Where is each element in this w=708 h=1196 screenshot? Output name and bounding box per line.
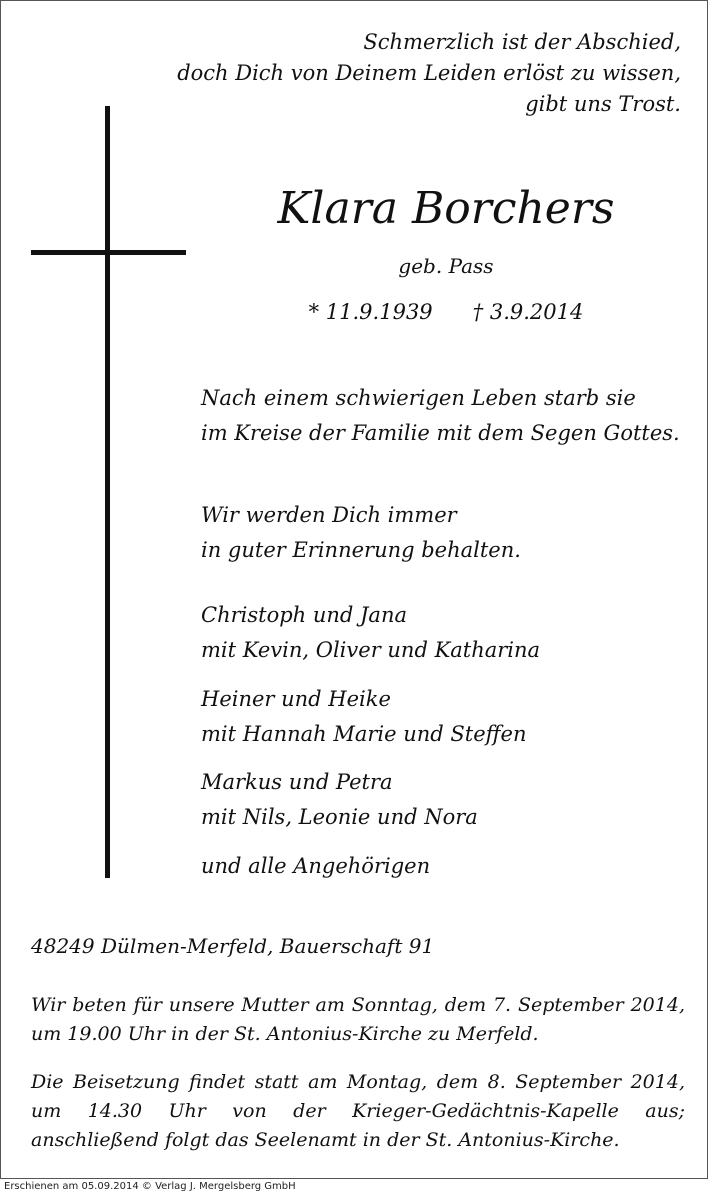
maiden-name: geb. Pass bbox=[398, 254, 494, 278]
death-date: † 3.9.2014 bbox=[472, 300, 584, 324]
relatives-line: und alle Angehörigen bbox=[201, 854, 431, 878]
message-line: in guter Erinnerung behalten. bbox=[201, 538, 521, 562]
service-info: Wir beten für unsere Mutter am Sonntag, dem 7. September 2014, um 19.00 Uhr in der St. Antonius-Kirche zu Merfeld. bbox=[31, 994, 685, 1045]
message-line: Wir werden Dich immer bbox=[201, 503, 457, 527]
mourner-line: Markus und Petra bbox=[201, 770, 393, 794]
message-1 bbox=[201, 381, 681, 451]
motto bbox=[177, 27, 681, 120]
relatives bbox=[201, 849, 681, 884]
deceased-name: Klara Borchers bbox=[277, 183, 615, 234]
mourner-line: Christoph und Jana bbox=[201, 603, 408, 627]
motto-line: Schmerzlich ist der Abschied, bbox=[363, 30, 681, 54]
mourner-group bbox=[201, 765, 681, 835]
publication-footer: Erschienen am 05.09.2014 © Verlag J. Mergelsberg GmbH bbox=[4, 1181, 296, 1192]
motto-line: doch Dich von Deinem Leiden erlöst zu wissen, bbox=[177, 61, 681, 85]
message-line: Nach einem schwierigen Leben starb sie bbox=[201, 386, 636, 410]
mourner-line: mit Kevin, Oliver und Katharina bbox=[201, 638, 541, 662]
mourner-group bbox=[201, 682, 681, 752]
mourner-line: mit Hannah Marie und Steffen bbox=[201, 722, 527, 746]
cross-icon bbox=[105, 106, 110, 878]
message-2 bbox=[201, 498, 681, 568]
birth-date: * 11.9.1939 bbox=[308, 300, 433, 324]
address: 48249 Dülmen-Merfeld, Bauerschaft 91 bbox=[31, 934, 435, 958]
cross-icon-bar bbox=[31, 250, 186, 255]
motto-line: gibt uns Trost. bbox=[525, 92, 681, 116]
mourner-line: mit Nils, Leonie und Nora bbox=[201, 805, 478, 829]
mourner-line: Heiner und Heike bbox=[201, 687, 391, 711]
message-line: im Kreise der Familie mit dem Segen Gottes. bbox=[201, 421, 680, 445]
life-dates bbox=[201, 297, 691, 327]
mourner-group bbox=[201, 598, 681, 668]
burial-info: Die Beisetzung findet statt am Montag, dem 8. September 2014, um 14.30 Uhr von der Krieger-Gedächtnis-Kapelle aus; anschließend folgt das Seelenamt in der St. Antonius-Kirche. bbox=[31, 1071, 685, 1151]
